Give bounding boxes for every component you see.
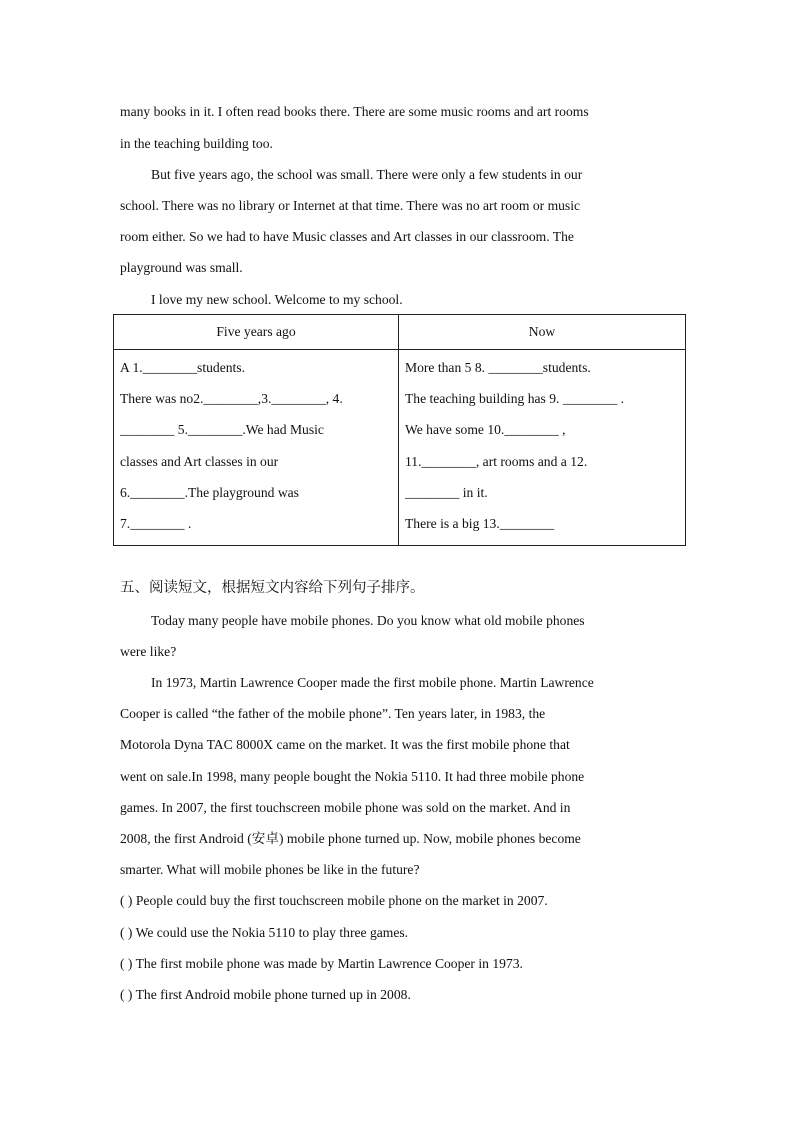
passage1-line: school. There was no library or Internet at that time. There was no art room or music xyxy=(120,198,581,213)
table-header-row xyxy=(114,315,686,350)
passage2-line: Cooper is called “the father of the mobile phone”. Ten years later, in 1983, the xyxy=(120,706,546,721)
blank-line-9[interactable]: The teaching building has 9. ________ . xyxy=(405,391,624,407)
passage2-line: 2008, the first Android (安卓) mobile phone turned up. Now, mobile phones become xyxy=(120,831,581,846)
blank-line-2-3-4[interactable]: There was no2.________,3.________, 4. xyxy=(120,391,343,407)
blank-line-11-12[interactable]: 11.________, art rooms and a 12. xyxy=(405,453,588,469)
table-header-now: Now xyxy=(399,315,686,350)
blank-line-12[interactable]: ________ in it. xyxy=(405,484,488,500)
passage1-line: many books in it. I often read books there. There are some music rooms and art rooms xyxy=(120,104,589,119)
table-header-five-years-ago: Five years ago xyxy=(114,315,399,350)
passage1-line: in the teaching building too. xyxy=(120,136,273,151)
passage1-line: I love my new school. Welcome to my school. xyxy=(151,292,403,307)
ordering-question[interactable]: ( ) The first Android mobile phone turned up in 2008. xyxy=(120,987,411,1002)
ordering-question[interactable]: ( ) We could use the Nokia 5110 to play three games. xyxy=(120,925,409,940)
cell-text: classes and Art classes in our xyxy=(120,453,279,469)
table-row xyxy=(114,350,686,546)
blank-line-7[interactable]: 7.________ . xyxy=(120,515,192,531)
passage1-line: room either. So we had to have Music classes and Art classes in our classroom. The xyxy=(120,229,574,244)
ordering-question[interactable]: ( ) The first mobile phone was made by Martin Lawrence Cooper in 1973. xyxy=(120,956,523,971)
table-cell-five-years-ago xyxy=(114,350,399,546)
comparison-table xyxy=(113,314,683,541)
blank-line-4-5[interactable]: ________ 5.________.We had Music xyxy=(120,422,324,438)
passage2-line: Motorola Dyna TAC 8000X came on the market. It was the first mobile phone that xyxy=(120,737,570,752)
passage1-line: But five years ago, the school was small. There were only a few students in our xyxy=(151,167,583,182)
passage2-line: In 1973, Martin Lawrence Cooper made the first mobile phone. Martin Lawrence xyxy=(151,675,594,690)
passage2-line: Today many people have mobile phones. Do you know what old mobile phones xyxy=(151,613,585,628)
section-heading: 五、阅读短文，根据短文内容给下列句子排序。 xyxy=(120,580,425,596)
blank-line-8[interactable]: More than 5 8. ________students. xyxy=(405,360,591,375)
blank-line-6[interactable]: 6.________.The playground was xyxy=(120,484,299,500)
ordering-question[interactable]: ( ) People could buy the first touchscreen mobile phone on the market in 2007. xyxy=(120,893,548,908)
passage2-line: smarter. What will mobile phones be like in the future? xyxy=(120,862,420,877)
passage1-line: playground was small. xyxy=(120,260,243,275)
blank-line-13[interactable]: There is a big 13.________ xyxy=(405,515,555,531)
table-cell-now xyxy=(399,350,686,546)
blank-line-1[interactable]: A 1.________students. xyxy=(120,360,245,375)
passage2-line: games. In 2007, the first touchscreen mobile phone was sold on the market. And in xyxy=(120,800,571,815)
passage2-line: were like? xyxy=(120,644,177,659)
passage2-line: went on sale.In 1998, many people bought the Nokia 5110. It had three mobile phone xyxy=(120,769,585,784)
blank-line-10[interactable]: We have some 10.________ , xyxy=(405,422,566,438)
